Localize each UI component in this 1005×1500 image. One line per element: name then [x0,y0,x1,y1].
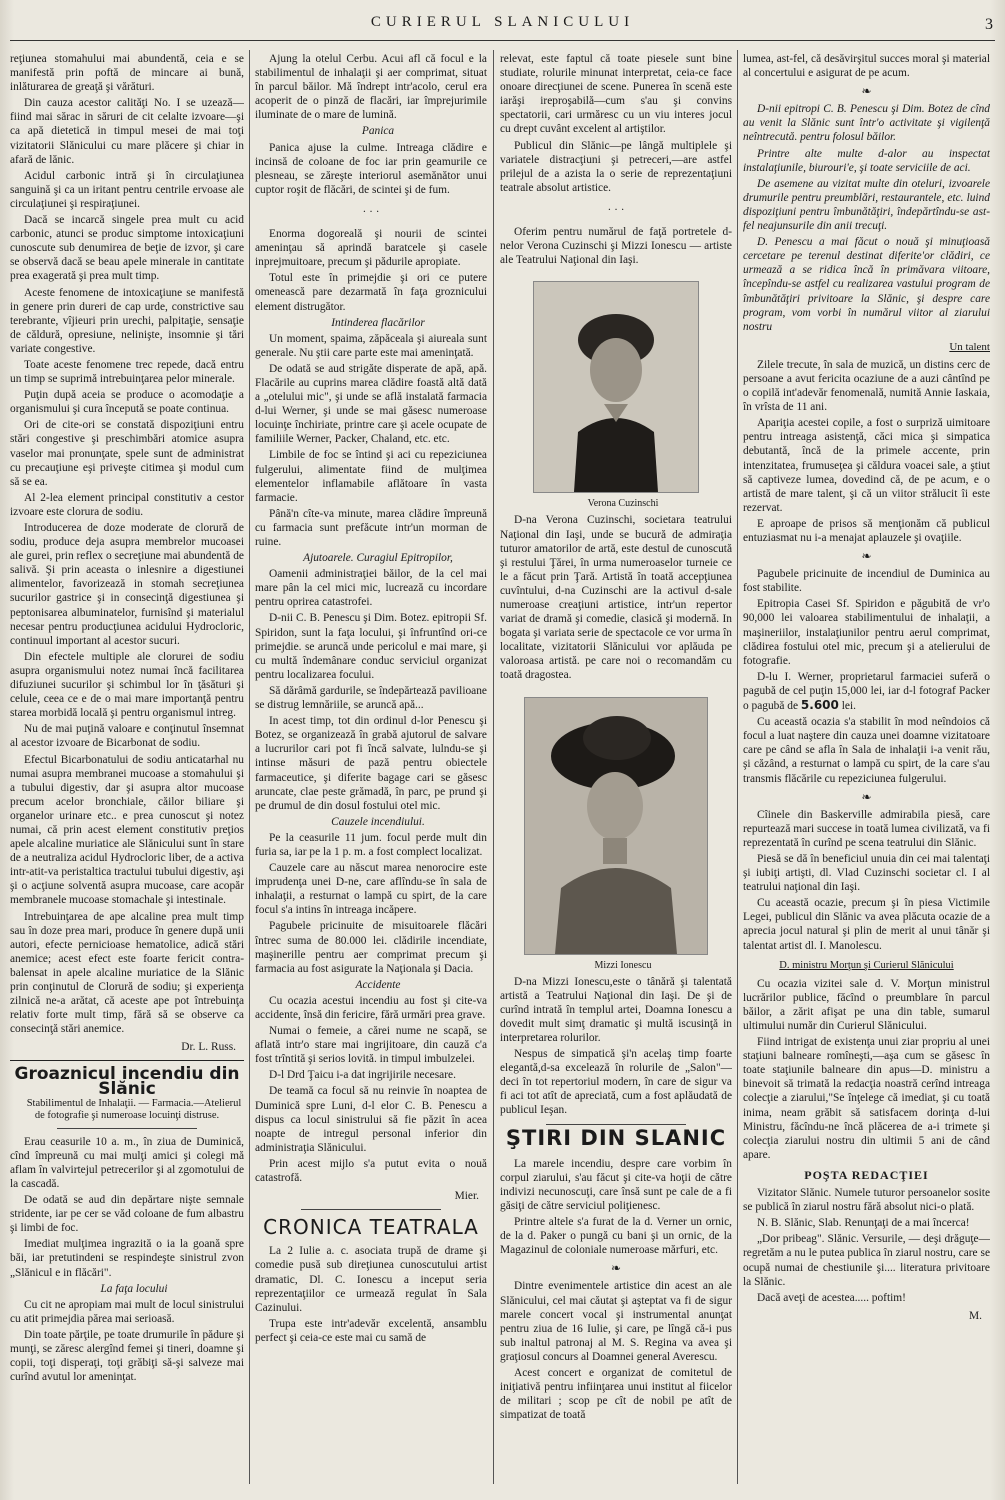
paragraph: Totul este în primejdie şi ori ce putere omenească pare dezarmată în faţa groznicului element distrugător. [255,272,487,313]
author-signature: Dr. L. Russ. [181,1041,236,1054]
paragraph: Limbile de foc se întind şi aci cu repeziciunea fulgerului, alimentate fiind de mulţimea elementelor inflamabile aflătoare în vasta farmacie. [255,449,487,504]
paragraph: Intrebuinţarea de ape alcaline prea mult timp sau în doze prea mari, produce în genere după unii autori, efecte pernicioase hematolice, adică stări anemice; acest efect este foarte fericit contra-balensat in apele alcaline muriatice de la Slănic prin conţinutul de Clorură de sodiu; şi experienţa zilnică ne-a arătat, că aceste ape pot întrebuinţa relativ forte mult timp, fără să se observe ca consecinţă stări anemice. [10,910,244,1036]
paragraph: Cîinele din Baskerville admirabila piesă, care repurtează mari succese in toată lumea civilizată, va fi reprezentată în curînd pe scena teatrului din Slănic. [743,808,990,849]
portrait-woman-icon [534,282,698,492]
paragraph: Ajung la otelul Cerbu. Acui afl că focul e la stabilimentul de inhalaţii şi aer comprimat, situat în parcul băilor. Mă îndrept intr'acolo, cerul era acoperit de o pinză de flacări, iar împrejurimile iluminate de o mare de lumină. [255,53,487,122]
paragraph: Nespus de simpatică şi'n acelaş timp foarte elegantă,d-sa excelează în rolurile de „Salon"—deci în tot repertoriul modern, în care de sigur va fi aci tot atît de apreciată, cum a fost aplăudată de publicul Ieşan. [500,1048,732,1117]
paragraph: Vizitator Slănic. Numele tuturor persoanelor sosite se publică în ziarul nostru fără absolut nici-o plată. [743,1187,990,1214]
column-2 [255,52,487,1486]
subheading: Ajutoarele. Curagiul Epitropilor, [303,552,453,565]
paragraph: Dacă se incarcă singele prea mult cu acid carbonic, atunci se produc simptome intoxicaţiuni cunoscute sub denumirea de beţie de izvor, şi care se observă dacă se beau apele minerale in cantitate prea exagerată şi prea mult timp. [10,214,244,283]
cronica-heading: CRONICA TEATRALA [263,1215,479,1240]
header-rule [10,40,995,41]
paragraph-text: D-lu I. Werner, proprietarul farmaciei suferă o pagubă de cel puţin 15,000 lei, iar d-l fotograf Packer o pagubă de [743,670,990,713]
paragraph: Dintre evenimentele artistice din acest an ale Slănicului, cel mai căutat şi aşteptat va fi de sigur marele concert vocal şi instrumental anunţat pentru ziua de 16 Iulie, şi care, pe lîngă că-i pus sub inaltul patronaj al M. S. Regina va avea şi graţiosul concurs al Doamnei general Averescu. [500,1280,732,1363]
ornament: ❧ [861,84,872,99]
section-rule [10,1060,244,1061]
photo-caption: Mizzi Ionescu [594,959,652,971]
author-signature: M. [969,1309,982,1322]
paragraph: De odată se aud strigăte disperate de apă, apă. Flacările au cuprins marea clădire foastă altă dată a „otelului mic", şi unde se află instalată farmacia d-lui Werner, şi unde se mai găsesc numeroase locuinţe închiriate, printre care şi acele ocupate de familiile Werner, Packer, Chaland, etc. etc. [255,362,487,446]
paragraph: Cu ocazia acestui incendiu au fost şi cite-va accidente, însă din fericire, fără urmări prea grave. [255,994,487,1021]
paragraph: Prin acest mijlo s'a putut evita o nouă catastrofă. [255,1157,487,1185]
amount-value: 5.600 [800,698,839,713]
subheading: Un talent [949,340,990,353]
paragraph: Panica ajuse la culme. Intreaga clădire e incinsă de coloane de foc iar prin geamurile ce plesneau, se zăreşte interiorul asemănător unui cuptor roşit de flăcări, de scintei şi de fum. [255,141,487,196]
column-3 [500,52,732,1486]
page-number: 3 [985,16,993,33]
paragraph: Erau ceasurile 10 a. m., în ziua de Duminică, cînd împreună cu mai mulţi amici şi colegi mă aflam în valvirtejul petrecerilor şi al zgomotului de la cascadă. [10,1135,244,1190]
subheading: La faţa locului [100,1282,168,1295]
paragraph: De teamă ca focul să nu reinvie în noaptea de Duminică spre Luni, d-l elor C. B. Penescu a dispus ca locul sinistrului să fie păzit în acea noapte de intregul personal inferior din administraţia Slănicului. [255,1085,487,1154]
paragraph: Cu ocazia vizitei sale d. V. Morţun ministrul lucrărilor publice, făcînd o preumblare în parcul băilor, a zărit afişat pe una din table, sumarul ultimului număr din Curierul Slănicului. [743,977,990,1032]
paragraph: La 2 Iulie a. c. asociata trupă de drame şi comedie pusă sub direţiunea cunoscutului artist dramatic, Dl. C. Ionescu a inceput seria reprezentaţiilor ce urmează regulat în Sala Cazinului. [255,1245,487,1314]
subheading: Cauzele incendiului. [331,815,425,828]
paragraph: Ori de cite-ori se constată dispoziţiuni entru stări congestive şi preschimbări atomice asupra vaselor mai pronunţate, spele sunt de administrat cu precauţiune eşi priveşte citimea şi modul cum să se ea. [10,419,244,488]
subheading: D. ministru Morţun şi Curierul Slănicului [779,959,954,971]
newspaper-title: CURIERUL SLANICULUI [370,14,635,30]
ornament: · · · [362,205,380,218]
stiri-heading: ŞTIRI DIN SLANIC [505,1125,727,1150]
paragraph: Toate aceste fenomene trec repede, dacă entru un timp se suprimă intrebuinţarea pelor minerale. [10,358,244,386]
paragraph: Să dărâmă gardurile, se îndepărtează pavilioane se distrug lemnăriile, se aruncă apă... [255,684,487,712]
paragraph: Printre alte multe d-alor au inspectat instalaţiunile, biurouri'e, şi toate serviciile de aci. [743,147,990,174]
column-divider [737,50,738,1484]
paragraph: Fiind intrigat de existenţa unui ziar propriu al unei staţiuni balneare romîneşti,—aşa cum se găsesc în toate staţiunile balneare din apus—D. ministru a binevoit să trimată la redacţia noastră cerînd intreaga colecţie a ziarului,"Se înţelege că imediat, şi cu toată inima, neam grăbit să satisfacem dorinţa d-lui Ministru, făcîndu-ne încă plăcerea de a-i trimete şi colecţia ziarului nostru din ultimii 5 ani de când apare. [743,1036,990,1161]
paragraph: Numai o femeie, a cărei nume ne scapă, se aflată intr'o stare mai ingrijitoare, din cauză c'a fost trîntită şi serios lovită. in timpul imbulzelei. [255,1025,487,1066]
ornament: ❧ [861,549,872,564]
paragraph: La marele incendiu, despre care vorbim în corpul ziarului, s'au făcut şi cite-va hoţii de către indivizi necunoscuţi, care însă sunt pe cale de a fi găsiţi de către serviciul poliţienesc. [500,1157,732,1212]
paragraph: Printre altele s'a furat de la d. Verner un ornic, de la d. Paker o pungă cu bani şi un ornic, de la Magazinul de coloniale numeroase mărfuri, etc. [500,1216,732,1257]
paragraph: De asemene au vizitat multe din oteluri, izvoarele drumurile pentru preumblări, restaurantele, etc. luind dispoziţiuni pentru îmbunătăţiri, îndepărtîndu-se ast-fel neajunsurile din anii trecuţi. [743,177,990,233]
paragraph: „Dor pribeag". Slănic. Versurile, — deşi drăguţe—regretăm a nu le putea publica în ziarul nostru, care se ocupă numai de chestiunile şi.... literatura privitoare la Slănic. [743,1233,990,1288]
portrait-photo [533,281,699,493]
column-1 [10,52,244,1486]
masthead [0,0,1005,42]
paragraph: Cu această ocazie, precum şi în piesa Victimile Legei, publicul din Slănic va avea plăcuta ocazie de a aprecia jocul natural şi plin de merit al unui tânăr şi talentat artist dl. I. Manolescu. [743,897,990,952]
paragraph: Apariţia acestei copile, a fost o surpriză uimitoare pentru intreaga asistenţă, căci mica şi simpatica debutantă, încă de la primele accente, prin intenzitatea, frumuseţea şi căldura voacei sale, a ştiut să captiveze lumea, dovedind că, de pe acum, e o artistă de mare talent, şi că un viitor strălucit îi este rezervat. [743,417,990,514]
paragraph: Pe la ceasurile 11 jum. focul perde mult din furia sa, iar pe la 1 p. m. a fost complect localizat. [255,831,487,858]
paragraph: Nu de mai puţină valoare e conţinutul însemnat al acestor izvoare de Bicarbonat de sodiu. [10,723,244,750]
posta-heading: POŞTA REDACŢIEI [804,1167,929,1182]
divider [546,1124,685,1125]
paragraph: De odată se aud din depărtare nişte semnale stridente, iar pe cer se văd coloane de fum albastru şi limbi de foc. [10,1194,244,1235]
paragraph: Oferim pentru numărul de faţă portretele d-nelor Verona Cuzinschi şi Mizzi Ionescu — artiste ale Teatrului Naţional din Iaşi. [500,226,732,267]
paragraph: Oamenii administraţiei băilor, de la cel mai mare pân la cel mici mic, lucrează cu incordare pentru oprirea catastrofei. [255,568,487,609]
paragraph: Din cauza acestor calităţi No. I se uzează—fiind mai sărac in săruri de cit celalte izvoare—şi ca apă dietetică in timpul mesei de mai toţi vizitatorii Slănicului cu mare plăcere şi chiar in afară de lănic. [10,97,244,166]
paragraph: Cu cit ne apropiam mai mult de locul sinistrului cu atit primejdia părea mai serioasă. [10,1298,244,1325]
article-headline: Groaznicul incendiu din Slănic [14,1064,240,1099]
paragraph: Cauzele care au născut marea nenorocire este imprudenţa unei D-ne, care aflîndu-se în sala de inhalaţii, a resturnat o lampă cu spirt, de la care focul s'a intins în intreaga incăpere. [255,862,487,917]
paragraph: Introducerea de doze moderate de clorură de sodiu, produce deja asupra membrelor mucoasei ale gurei, prin reflex o secreţiune mai abundentă de salivă. Şi prin aceasta o inlesnire a digestiunei alimentelor, favorizează in stomah secreţiunea sucurilor gastrice şi in consecinţă digestiunea şi peptonisarea albuminatelor, furnisînd şi materialul necesar pentru producţiunea acidului Hydrocloric, continuul important al acestor sucuri. [10,522,244,647]
paragraph: Acest concert e organizat de comitetul de iniţiativă pentru infiinţarea unui institut al fiicelor de militari ; scop pe cît de nobil pe atît de simpatizat de toată [500,1366,732,1422]
paragraph [743,670,990,713]
article-deck: Stabilimentul de Inhalaţii. — Farmacia.—Atelierul de fotografie şi numeroase locuinţi distruse. [26,1097,242,1121]
subheading: Accidente [355,978,401,991]
paragraph: Dacă aveţi de acestea..... poftim! [757,1291,906,1304]
paragraph: Enorma dogoreală şi nourii de scintei ameninţau să aprindă baratcele şi casele inprejmuitoare, precum şi pădurile apropiate. [255,228,487,269]
paragraph: Publicul din Slănic—pe lângă multiplele şi variatele distracţiuni şi petreceri,—are astfel prilejul de a azista la o serie de reprezentaţiuni teatrale absolut artistice. [500,139,732,194]
paragraph: Din toate părţile, pe toate drumurile în pădure şi munţi, se zăresc alergînd femei şi tineri, doamne şi copii, toţi disperaţi, toţi grăbiţi să-şi salveze mai curînd avutul lor ameninţat. [10,1328,244,1384]
ornament: ❧ [861,789,872,804]
ornament: ❧ [610,1261,622,1276]
paragraph: N. B. Slănic, Slab. Renunţaţi de a mai încerca! [757,1217,970,1230]
photo-caption: Verona Cuzinschi [587,498,659,510]
paragraph: Efectul Bicarbonatului de sodiu anticatarhal nu numai asupra membranei mucoase a stomahului şi a tubului digestiv, dar şi asupra altor mucoase precum acelor bronchiale, căilor biliare şi organelor urinare etc.. e prea cunoscut şi notez numai, că prin acest element constitutiv preţios apele alcaline muriatice ale Slănicului sunt în stare de a neutraliza acidul Hydrocloric liber, de a activa intr-atit-va peristaltica tractului tubului digestiv, aşi şi o acţiune solventă asupra mucoase, care acopăr membranele mucoase stomachale şi intestinale. [10,753,244,907]
paragraph: E aproape de prisos să menţionăm că publicul entuziasmat nu i-a menajat aplauzele şi ovaţiile. [743,517,990,544]
paragraph: Piesă se dă în beneficiul unuia din cei mai talentaţi şi iubiţi artişti, dl. Vlad Cuzinschi societar cl. I al teatrului naţional din Iaşi. [743,852,990,894]
paragraph: Cu această ocazia s'a stabilit în mod neîndoios că focul a luat naştere din cauza unei doamne vizitatoare care pe când se afla în Sala de inhalaţii i-a venit rău, şi căzând, a resturnat o lampă cu spirt, de la care s'au transmis flăcările cu repeziciunea fulgerului. [743,716,990,785]
paragraph: Până'n cîte-va minute, marea clădire împreună cu farmacia sunt prefăcute intr'un morman de ruine. [255,507,487,548]
paragraph: relevat, este faptul că toate piesele sunt bine studiate, rolurile minunat interpretat, ceia-ce face onoare direcţiunei de scene. Punerea în scenă este iarăşi ireproşabilă—cum s'au şi convins spectatorii, cari urmăresc cu un viu interes jocul cu drept cuvânt excelent al artiştilor. [500,53,732,136]
author-signature: Mier. [454,1190,479,1203]
paragraph: D. Penescu a mai făcut o nouă şi minuţioasă cercetare pe terenul destinat diferite'or clădiri, ce urmează a se ridica încă în primăvara viitoare, începîndu-se astfel cu realizarea vastului program de îmbunătăţiri privitoare la Slănic, şi despre care program, vom vorbi în numărul viitor al ziarului nostru [743,236,990,333]
paragraph: D-na Mizzi Ionescu,este o tânără şi talentată artistă a Teatrului Naţional din Iaşi. De şi de curînd intrată în templul artei, Doamna Ionescu a dovedit mult simţ dramatic şi multă iscusinţă in interpretarea rolurilor. [500,975,732,1044]
paragraph: Acidul carbonic intră şi în circulaţiunea sanguină şi ca un iritant pentru centrile ervoase ale circulaţiunei şi respiraţiunei. [10,169,244,210]
paragraph: Imediat mulţimea ingrazită o ia la goană spre băi, iar pretutindeni se respindeşte sinistrul zvon „Slănicul e in flăcări". [10,1238,244,1279]
divider [57,1128,197,1129]
subheading: Panica [361,125,395,138]
ornament: · · · [607,203,625,216]
column-divider [249,50,250,1484]
paragraph: Aceste fenomene de intoxicaţiune se manifestă in genere prin dureri de cap urde, constrictive sau terebrante, vîjieuri prin urechi, palpitaţie, sensaţie de căldură, opresiune, nelinişte, insomnie şi tări variate congestive. [10,286,244,355]
paragraph: lumea, ast-fel, că desăvirşitul succes moral şi material al concertului e asigurat de pe acum. [743,53,990,80]
paragraph: D-nii epitropi C. B. Penescu şi Dim. Botez de cînd au venit la Slănic sunt într'o activitate şi vigilenţă neîntrecută. pentru folosul băilor. [743,103,990,144]
paragraph: In acest timp, tot din ordinul d-lor Penescu şi Botez, se organizează în grabă ajutorul de salvare a lucrurilor cari pot fi încă salvate, lulndu-se şi intinse măsuri de pază pentru obiectele farmaceutice, şi diferite bagage cari se găsesc aruncate, clae peste grămadă, în parc, pe prund şi pe drumul de din dosul fostului otel mic. [255,715,487,812]
portrait-photo [524,697,708,955]
paragraph: Al 2-lea element principal constitutiv a cestor izvoare este clorura de sodiu. [10,491,244,518]
paragraph: Zilele trecute, în sala de muzică, un distins cerc de persoane a avut fericita ocaziune de a auzi cântînd pe o copilă int'adevăr fenomenală, numită Annie Iaskaia, în vrîsta de 11 ani. [743,358,990,414]
paragraph: Epitropia Casei Sf. Spiridon e păgubită de vr'o 90,000 lei valoarea stabilimentului de inhalaţii, a maşineriilor, instalaţiunilor pentru aerul comprimat, clădirea fostului otel mic, precum şi a atelierului de fotografie. [743,598,990,667]
paragraph: Din efectele multiple ale clorurei de sodiu asupra organismului notez numai încă facilitarea difuziunei sucurilor şi schimbul lor în ţăsături şi celule, ceea ce e de o mai mare importanţă pentru starea morbidă locală şi pentru organismul intreg. [10,650,244,720]
paragraph: D-na Verona Cuzinschi, societara teatrului Naţional din Iaşi, unde se bucură de admiraţia tuturor amatorilor de artă, este destul de cunoscută şi restului Ţărei, în urma numeroaselor turneie ce le a făcut prin Ţară. Artistă în toată accepţiunea cuvîntului, d-na Cuzinschi are la activul d-sale numeroase creaţiuni artistice, intr'un repertor variat de dramă şi comedie, clasică şi modernă. In bogata şi variata serie de spectacole ce vor urma în localitate, vizitatorii Slănicului vor aplăuda pe valoroasa artistă. pe care noi o recomandăm cu toată dragostea. [500,514,732,682]
portrait-woman-hat-icon [525,698,707,954]
column-4 [743,52,990,1486]
paragraph: reţiunea stomahului mai abundentă, ceia e se manifestă prin poftă de mincare ai bună, inlăturarea de greaţă şi vărături. [10,53,244,94]
paragraph: Pagubele pricinuite de incendiul de Duminica au fost stabilite. [743,568,990,595]
paragraph: D-l Drd Ţaicu i-a dat ingrijirile necesare. [269,1069,456,1082]
paragraph: Trupa este intr'adevăr excelentă, ansamblu perfect şi ceia-ce este mai cu samă de [255,1317,487,1344]
currency: lei. [841,700,856,713]
column-divider [493,50,494,1484]
subheading: Intinderea flacărilor [331,316,425,329]
paragraph: Un moment, spaima, zăpăceala şi aiureala sunt generale. Nu ştii care parte este mai ameninţată. [255,332,487,359]
paragraph: D-nii C. B. Penescu şi Dim. Botez. epitropii Sf. Spiridon, sunt la faţa locului, şi înfruntînd ori-ce primejdie. se aruncă unde pericolul e mai mare, şi cu multă îndemânare conduc serviciul organizat pentru localizarea focului. [255,612,487,681]
paragraph: Puţin după aceia se produce o acomodaţie a organismului şi cura începută se poate continua. [10,389,244,416]
divider [301,1209,440,1210]
paragraph: Pagubele pricinuite de misuitoarele flăcări întrec suma de 80.000 lei. clădirile incendiate, maşinerille pentru aer comprimat precum şi farmacia au fost asigurate la Naţionala şi Dacia. [255,920,487,975]
